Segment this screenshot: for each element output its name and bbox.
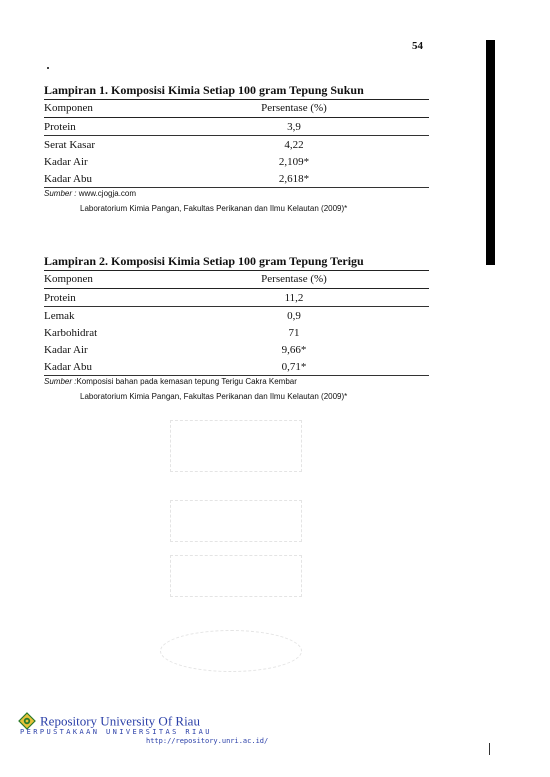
table-header-row: [44, 100, 429, 118]
cell-persentase: 4,22: [284, 138, 304, 151]
cell-persentase: 9,66*: [281, 343, 307, 356]
repository-name-link[interactable]: Repository University Of Riau: [40, 713, 200, 729]
scan-edge-bar: [486, 40, 495, 265]
cell-komponen: Lemak: [44, 309, 75, 322]
appendix-2-section: [44, 254, 429, 401]
table-row: [44, 307, 429, 325]
cell-persentase: 2,109*: [278, 155, 310, 168]
table-row: [44, 289, 429, 307]
cell-komponen: Karbohidrat: [44, 326, 98, 339]
appendix-1-source: [44, 189, 429, 198]
repository-footer: [18, 712, 268, 745]
cell-komponen: Kadar Abu: [44, 170, 219, 188]
appendix-2-source-lab: Laboratorium Kimia Pangan, Fakultas Perikanan dan Ilmu Kelautan (2009)*: [80, 392, 348, 401]
cell-persentase: 71: [288, 326, 300, 339]
source-text: Komposisi bahan pada kemasan tepung Terigu Cakra Kembar: [76, 377, 297, 386]
scan-speck: [47, 67, 49, 69]
cell-persentase: 2,618*: [219, 170, 429, 188]
cell-komponen: Kadar Abu: [44, 358, 219, 376]
table-row: [44, 153, 429, 170]
cell-komponen: Kadar Air: [44, 155, 88, 168]
cell-komponen: Kadar Air: [44, 343, 88, 356]
column-header-persentase: Persentase (%): [219, 271, 429, 289]
source-label: Sumber :: [44, 377, 77, 386]
appendix-1-source-lab: Laboratorium Kimia Pangan, Fakultas Perikanan dan Ilmu Kelautan (2009)*: [80, 204, 348, 213]
cell-persentase: 0,71*: [219, 358, 429, 376]
column-header-komponen: Komponen: [44, 100, 219, 118]
appendix-2-table: [44, 270, 429, 376]
cell-persentase: 0,9: [287, 309, 301, 322]
appendix-1-section: [44, 83, 429, 213]
repository-url-link[interactable]: http://repository.unri.ac.id/: [146, 737, 269, 746]
cell-komponen: Protein: [44, 118, 219, 136]
table-row: [44, 118, 429, 136]
table-row: [44, 136, 429, 154]
appendix-1-title: Lampiran 1. Komposisi Kimia Setiap 100 gram Tepung Sukun: [44, 83, 364, 97]
repository-subtitle: PERPUSTAKAAN UNIVERSITAS RIAU: [20, 728, 212, 737]
table-header-row: [44, 271, 429, 289]
scan-corner-mark: [489, 743, 490, 755]
column-header-komponen: Komponen: [44, 271, 219, 289]
table-row: [44, 358, 429, 376]
cell-komponen: Serat Kasar: [44, 138, 96, 151]
page-number: 54: [412, 40, 423, 52]
table-row: [44, 341, 429, 358]
scan-ghost-stamp: [170, 555, 302, 597]
scan-ghost-stamp: [170, 420, 302, 472]
appendix-2-title: Lampiran 2. Komposisi Kimia Setiap 100 gram Tepung Terigu: [44, 254, 364, 268]
table-row: [44, 170, 429, 188]
table-row: [44, 324, 429, 341]
column-header-persentase: Persentase (%): [219, 100, 429, 118]
source-label: Sumber :: [44, 189, 77, 198]
scan-ghost-oval: [160, 630, 302, 672]
cell-persentase: 11,2: [219, 289, 429, 307]
appendix-2-source: [44, 377, 429, 386]
appendix-1-table: [44, 99, 429, 188]
scan-ghost-stamp: [170, 500, 302, 542]
source-text: www.cjogja.com: [76, 189, 137, 198]
cell-persentase: 3,9: [219, 118, 429, 136]
cell-komponen: Protein: [44, 289, 219, 307]
